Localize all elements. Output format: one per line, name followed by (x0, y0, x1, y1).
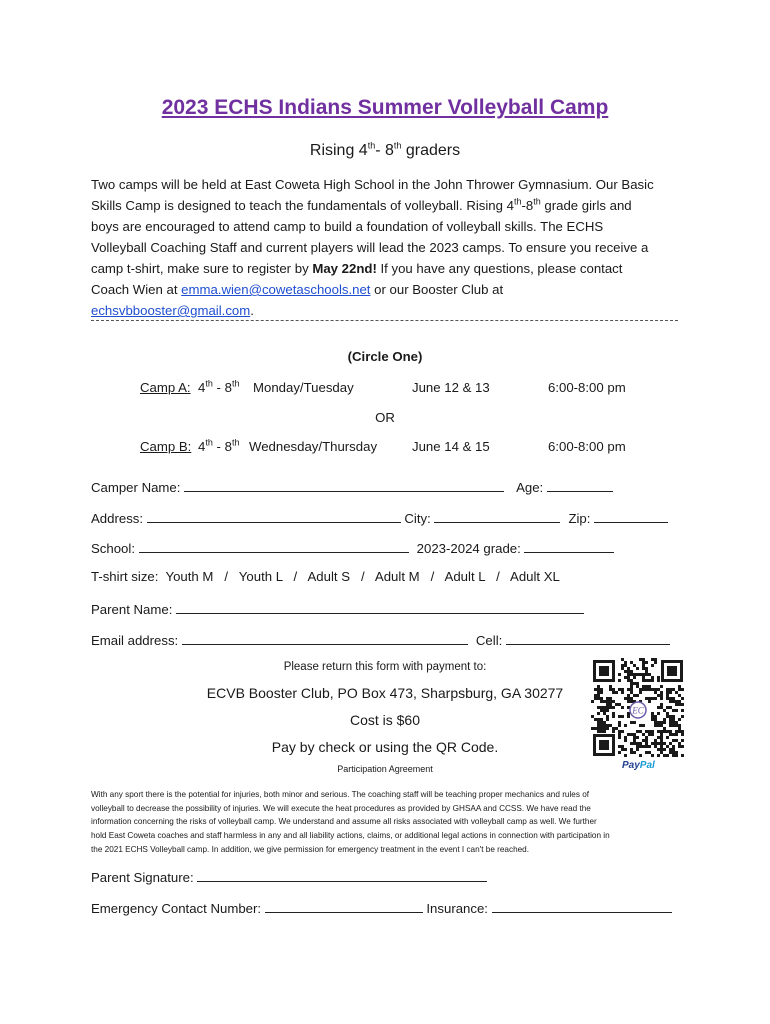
zip-field[interactable] (594, 509, 668, 523)
parent-signature-label: Parent Signature: (91, 870, 194, 885)
paypal-pal: Pal (639, 760, 655, 771)
emergency-contact-field[interactable] (265, 899, 423, 913)
agreement-line: information concerning the risks of volleyball camp. We understand and assume all risks associated with volleyball camp as well. We further (91, 817, 597, 827)
agreement-line: hold East Coweta coaches and staff harmless in any and all liability actions, claims, or additional legal actions in connection with participation in (91, 831, 610, 841)
svg-text:EC: EC (632, 705, 644, 716)
school-field[interactable] (139, 539, 409, 553)
grade: 8 (224, 380, 232, 395)
zip-label: Zip: (568, 511, 591, 526)
intro-line (91, 279, 681, 300)
circle-one-heading: (Circle One) (347, 349, 423, 364)
parent-signature-row (91, 868, 487, 885)
intro-text: Coach Wien at (91, 282, 182, 297)
cost-text: Cost is $60 (349, 712, 421, 728)
age-label: Age: (516, 480, 544, 495)
booster-email-link[interactable]: echsvbbooster@gmail.com (91, 303, 251, 318)
cell-label: Cell: (475, 633, 503, 648)
intro-text: . (250, 303, 254, 318)
intro-line (91, 258, 681, 279)
superscript: th (205, 378, 213, 389)
participation-agreement-title: Participation Agreement (337, 764, 433, 774)
camp-b-label: Camp B: (140, 439, 192, 454)
email-address-label: Email address: (91, 633, 179, 648)
camp-b-days: Wednesday/Thursday (249, 439, 378, 454)
page-title: 2023 ECHS Indians Summer Volleyball Camp (161, 96, 609, 119)
age-field[interactable] (547, 478, 613, 492)
qr-code-icon[interactable] (591, 658, 685, 758)
parent-signature-field[interactable] (197, 868, 487, 882)
grade: 4 (198, 380, 206, 395)
superscript: th (533, 196, 541, 207)
address-field[interactable] (147, 509, 401, 523)
parent-name-field[interactable] (176, 600, 584, 614)
or-separator: OR (375, 410, 395, 425)
school-label: School: (91, 541, 135, 556)
camper-name-row (91, 478, 613, 495)
intro-line (91, 300, 681, 321)
intro-text: camp t-shirt, make sure to register by (91, 261, 313, 276)
return-instructions: Please return this form with payment to: (283, 661, 487, 673)
intro-text: grade girls and (540, 198, 632, 213)
address-row (91, 509, 668, 526)
intro-text: or our Booster Club at (370, 282, 504, 297)
emergency-row (91, 899, 672, 916)
coach-email-link[interactable]: emma.wien@cowetaschools.net (181, 282, 371, 297)
grade: 8 (224, 439, 232, 454)
intro-line: Two camps will be held at East Coweta High School in the John Thrower Gymnasium. Our Basic (91, 177, 654, 192)
camp-a-grades (198, 380, 239, 395)
grade-field[interactable] (524, 539, 614, 553)
camper-name-label: Camper Name: (91, 480, 181, 495)
address-label: Address: (91, 511, 144, 526)
camp-a-label: Camp A: (140, 380, 191, 395)
paypal-pay: Pay (622, 760, 640, 771)
subtitle-text: - 8 (375, 142, 394, 159)
subtitle-text: graders (401, 142, 461, 159)
email-cell-row (91, 631, 670, 648)
camp-a-days: Monday/Tuesday (253, 380, 354, 395)
payment-instructions: Pay by check or using the QR Code. (271, 739, 499, 755)
participation-agreement-text (91, 788, 681, 857)
dash: - (212, 439, 225, 454)
superscript: th (513, 196, 522, 207)
school-row (91, 539, 614, 556)
tshirt-size-options[interactable]: T-shirt size: Youth M / Youth L / Adult S / Adult M / Adult L / Adult XL (91, 569, 560, 584)
cell-field[interactable] (506, 631, 670, 645)
mailing-address: ECVB Booster Club, PO Box 473, Sharpsburg, GA 30277 (206, 685, 564, 701)
camper-name-field[interactable] (184, 478, 504, 492)
intro-line: Volleyball Coaching Staff and current players will lead the 2023 camps. To ensure you receive a (91, 240, 649, 255)
subtitle-text: Rising 4 (309, 142, 368, 159)
grade: 4 (198, 439, 206, 454)
camp-a-dates: June 12 & 13 (412, 380, 490, 395)
camp-a-time: 6:00-8:00 pm (548, 380, 626, 395)
emergency-contact-label: Emergency Contact Number: (91, 901, 262, 916)
city-label: City: (404, 511, 431, 526)
superscript: th (205, 437, 213, 448)
intro-line (91, 195, 681, 216)
camp-b-time: 6:00-8:00 pm (548, 439, 626, 454)
camp-b-grades (198, 439, 239, 454)
dashed-divider (91, 320, 678, 331)
agreement-line: volleyball to decrease the possibility of injuries. We will execute the heat procedures as provided by GHSAA and CCSS. We have read the (91, 803, 591, 813)
superscript: th (231, 378, 240, 389)
city-field[interactable] (434, 509, 560, 523)
insurance-label: Insurance: (426, 901, 488, 916)
superscript: th (367, 140, 376, 151)
superscript: th (393, 140, 402, 151)
insurance-field[interactable] (492, 899, 672, 913)
subtitle (0, 142, 770, 160)
intro-paragraph (91, 174, 681, 321)
agreement-line: the 2021 ECHS Volleyball camp. In addition, we give permission for emergency treatment in the event I can't be reached. (91, 844, 530, 854)
intro-line: boys are encouraged to attend camp to build a foundation of volleyball skills. The ECHS (91, 219, 604, 234)
dash: - (212, 380, 225, 395)
intro-text: If you have any questions, please contact (376, 261, 623, 276)
paypal-logo (622, 760, 655, 771)
intro-text: Skills Camp is designed to teach the fundamentals of volleyball. Rising 4 (91, 198, 514, 213)
deadline-text: May 22nd! (312, 261, 377, 276)
email-address-field[interactable] (182, 631, 468, 645)
parent-name-row (91, 600, 584, 617)
camp-b-dates: June 14 & 15 (412, 439, 490, 454)
agreement-line: With any sport there is the potential for injuries, both minor and serious. The coaching staff will be teaching proper mechanics and rules of (91, 790, 590, 799)
parent-name-label: Parent Name: (91, 602, 173, 617)
superscript: th (231, 437, 240, 448)
intro-text: -8 (521, 198, 534, 213)
grade-label: 2023-2024 grade: (416, 541, 521, 556)
